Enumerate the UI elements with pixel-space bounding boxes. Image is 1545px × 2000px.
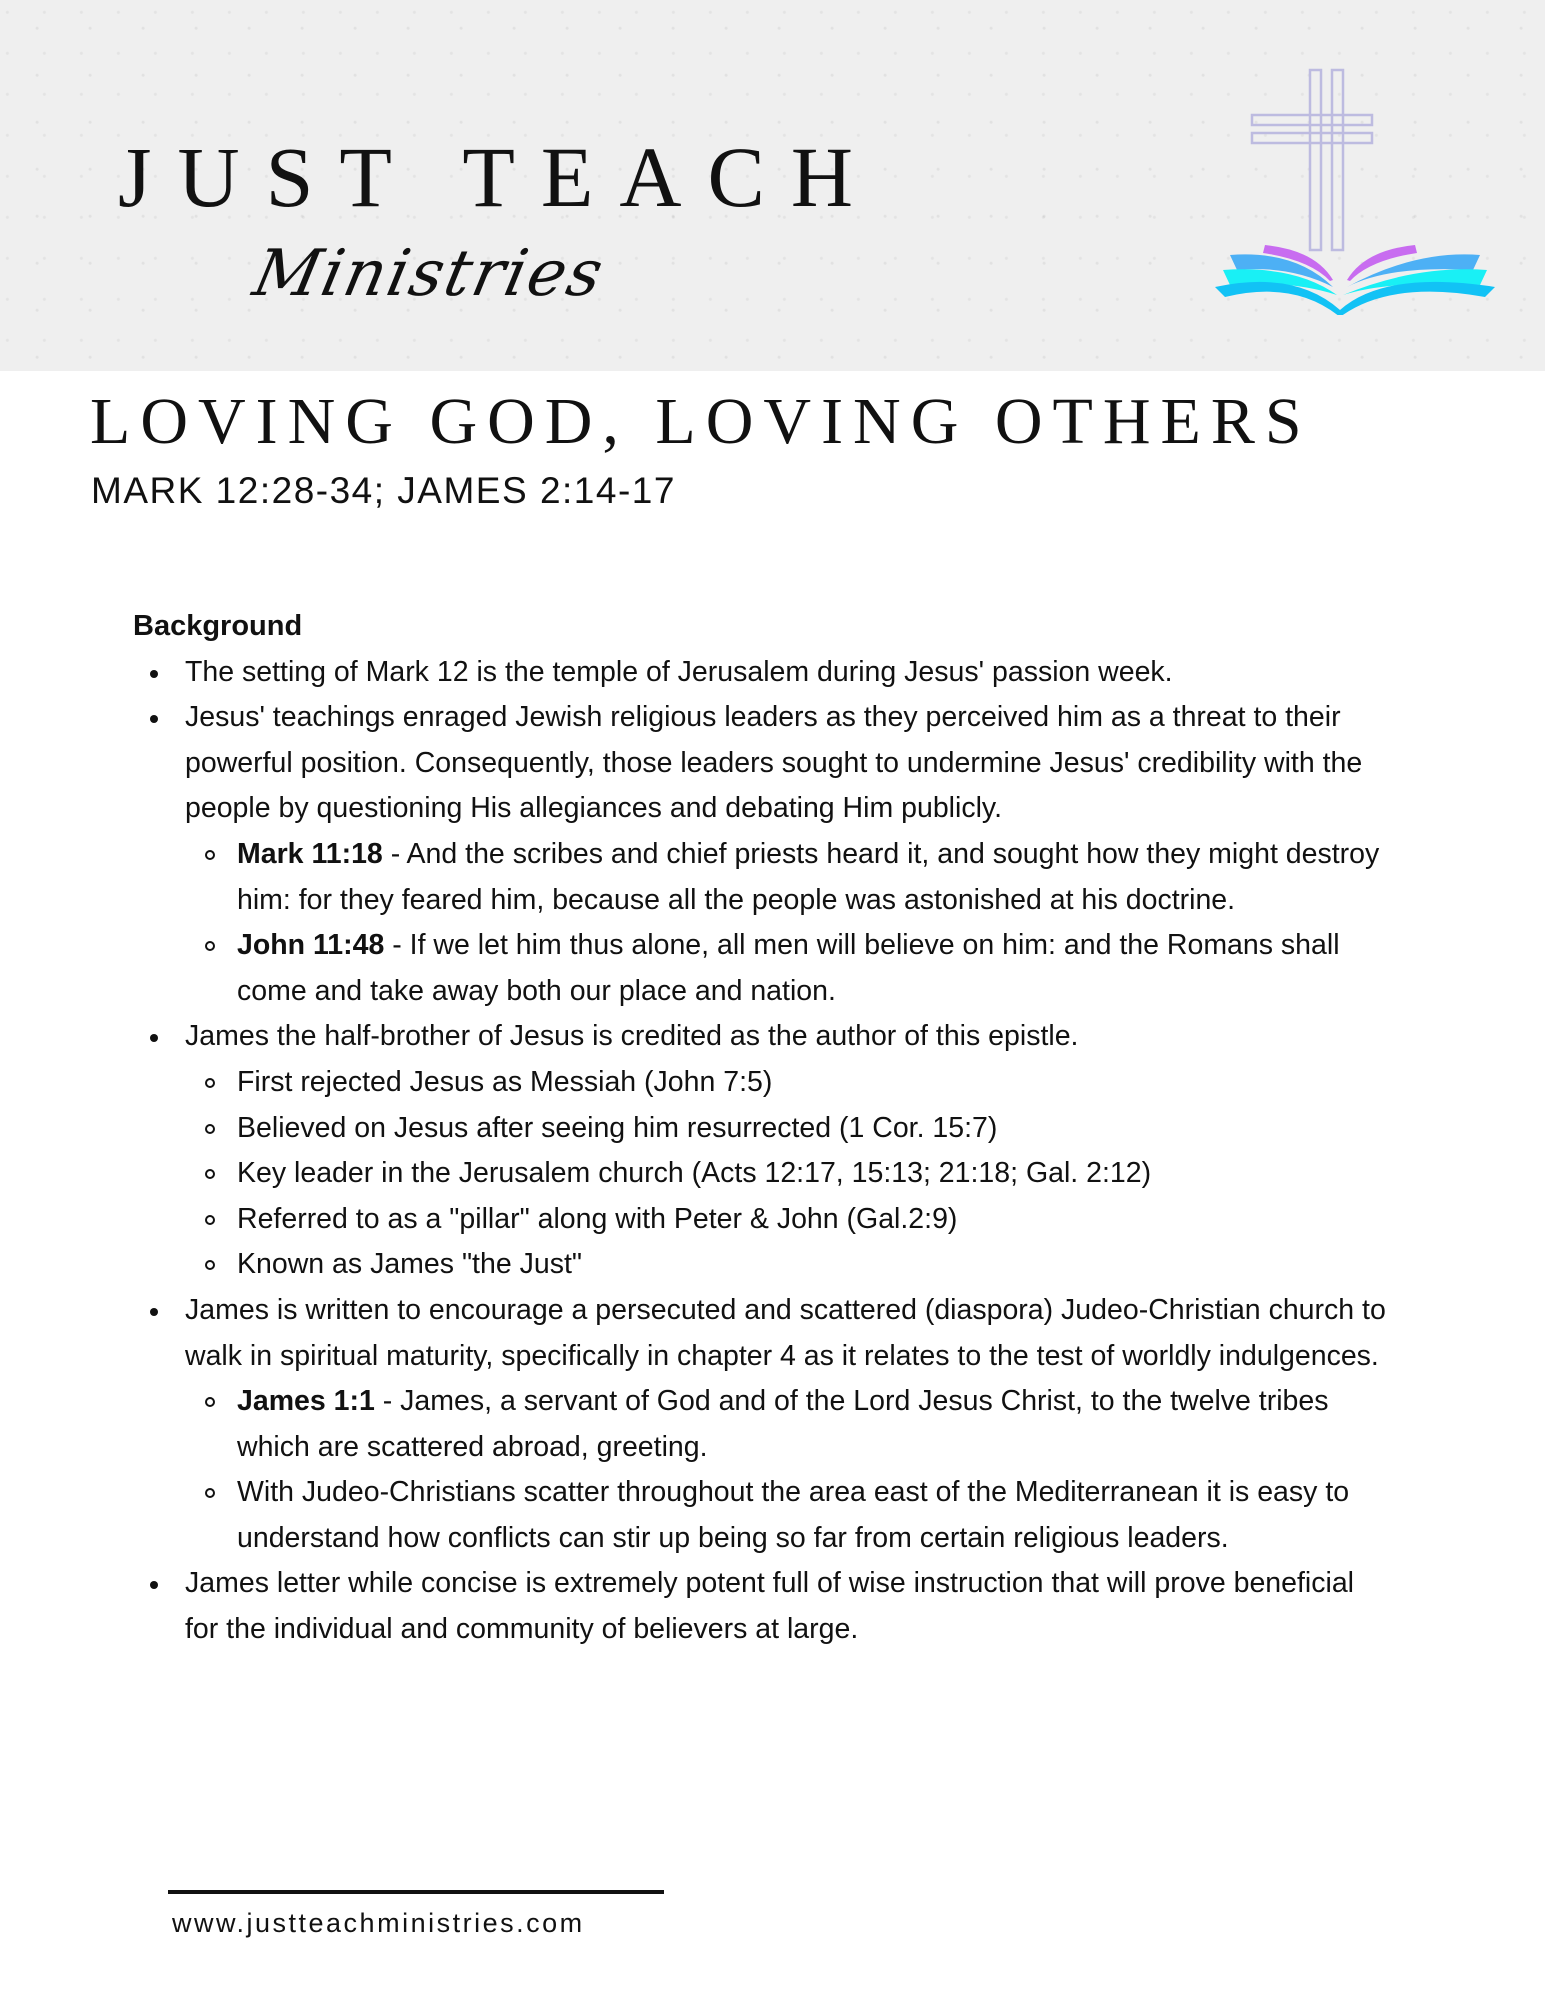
sub-bullet-item bbox=[185, 1470, 1393, 1561]
footer-divider bbox=[168, 1890, 664, 1894]
sub-bullet-text: Known as James "the Just" bbox=[237, 1248, 582, 1281]
sub-bullet-item bbox=[185, 1151, 1393, 1197]
brand-script: Ministries bbox=[247, 237, 611, 311]
sub-bullet-list bbox=[185, 1379, 1393, 1561]
sub-bullet-text: - James, a servant of God and of the Lord Jesus Christ, to the twelve tribes which are scattered abroad, greeting. bbox=[237, 1385, 1329, 1463]
scripture-ref: James 1:1 bbox=[237, 1385, 375, 1418]
bullet-item bbox=[133, 650, 1393, 696]
bullet-text: James the half-brother of Jesus is credited as the author of this epistle. bbox=[185, 1020, 1079, 1053]
sub-bullet-item bbox=[185, 1060, 1393, 1106]
bullet-item bbox=[133, 695, 1393, 1014]
sub-bullet-list bbox=[185, 1060, 1393, 1288]
sub-bullet-item bbox=[185, 1106, 1393, 1152]
background-section bbox=[133, 604, 1393, 1653]
sub-bullet-item bbox=[185, 1242, 1393, 1288]
sub-bullet-text: First rejected Jesus as Messiah (John 7:5) bbox=[237, 1065, 773, 1098]
bullet-item bbox=[133, 1014, 1393, 1288]
bullet-list bbox=[133, 650, 1393, 1653]
section-heading: Background bbox=[133, 610, 303, 642]
scripture-reference: MARK 12:28-34; JAMES 2:14-17 bbox=[91, 470, 676, 511]
bullet-text: James letter while concise is extremely potent full of wise instruction that will prove beneficial for the individual and community of believers at large. bbox=[185, 1567, 1355, 1646]
bullet-item bbox=[133, 1561, 1393, 1652]
brand-name: JUST TEACH bbox=[118, 129, 879, 225]
sub-bullet-text: With Judeo-Christians scatter throughout the area east of the Mediterranean it is easy to understand how conflicts can stir up being so far from certain religious leaders. bbox=[237, 1476, 1350, 1554]
bullet-text: The setting of Mark 12 is the temple of Jerusalem during Jesus' passion week. bbox=[185, 655, 1173, 688]
bullet-text: Jesus' teachings enraged Jewish religious leaders as they perceived him as a threat to their powerful position. Consequently, those leaders sought to undermine Jesus' credibility with the people by questioning His allegiances and debating Him publicly. bbox=[185, 701, 1363, 825]
sub-bullet-text: - If we let him thus alone, all men will believe on him: and the Romans shall come and take away both our place and nation. bbox=[237, 929, 1340, 1007]
sub-bullet-text: Believed on Jesus after seeing him resurrected (1 Cor. 15:7) bbox=[237, 1111, 998, 1144]
scripture-ref: Mark 11:18 bbox=[237, 837, 383, 870]
sub-bullet-item bbox=[185, 1197, 1393, 1243]
sub-bullet-item bbox=[185, 832, 1393, 923]
bullet-text: James is written to encourage a persecuted and scattered (diaspora) Judeo-Christian church to walk in spiritual maturity, specifically in chapter 4 as it relates to the test of worldly indulgences. bbox=[185, 1293, 1386, 1372]
sub-bullet-text: Key leader in the Jerusalem church (Acts 12:17, 15:13; 21:18; Gal. 2:12) bbox=[237, 1157, 1152, 1190]
footer-website-link[interactable]: www.justteachministries.com bbox=[172, 1908, 585, 1938]
sub-bullet-item bbox=[185, 1379, 1393, 1470]
sub-bullet-text: Referred to as a "pillar" along with Peter & John (Gal.2:9) bbox=[237, 1202, 958, 1235]
cross-book-logo-icon bbox=[1215, 65, 1495, 315]
header-banner bbox=[0, 0, 1545, 371]
bullet-item bbox=[133, 1288, 1393, 1562]
sub-bullet-text: - And the scribes and chief priests heard it, and sought how they might destroy him: for they feared him, because all the people was astonished at his doctrine. bbox=[237, 837, 1380, 916]
scripture-ref: John 11:48 bbox=[237, 929, 385, 962]
sub-bullet-item bbox=[185, 923, 1393, 1014]
page-title: LOVING GOD, LOVING OTHERS bbox=[90, 385, 1312, 458]
sub-bullet-list bbox=[185, 832, 1393, 1014]
